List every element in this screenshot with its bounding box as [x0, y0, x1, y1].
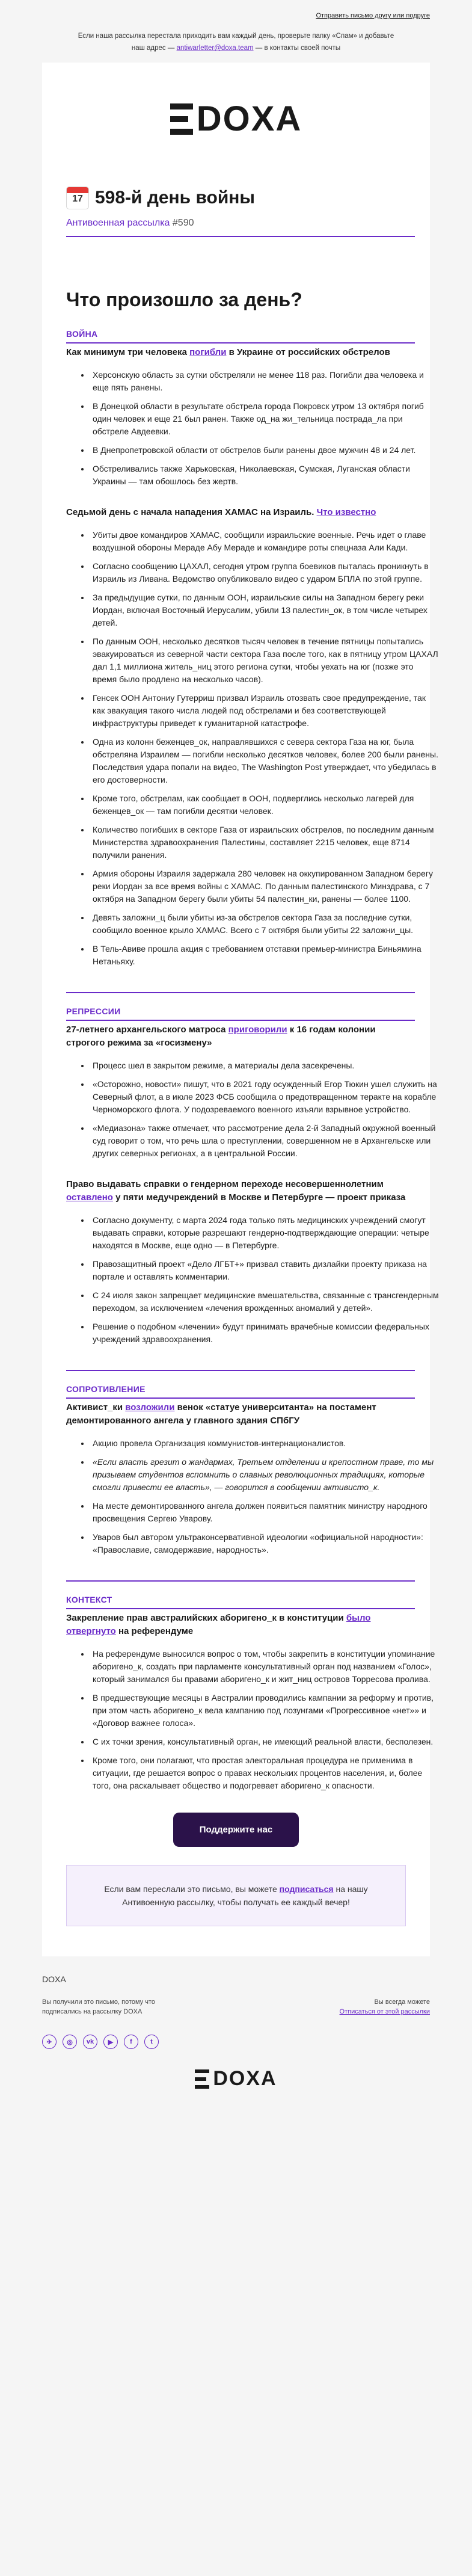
lead-text: Право выдавать справки о гендерном переходе несовершеннолетним: [66, 1179, 384, 1189]
lead-text: Как минимум три человека: [66, 347, 190, 357]
email-address-link[interactable]: antiwarletter@doxa.team: [176, 45, 254, 52]
subscribe-link[interactable]: подписаться: [279, 1884, 334, 1894]
list-item: • С 24 июля закон запрещает медицинские вмешательства, связанные с трансгендерным переходом, за исключением «лечения врожденных аномалий у детей».: [90, 1289, 439, 1314]
news-bullet-list: [66, 1059, 439, 1160]
vk-icon[interactable]: vk: [83, 2035, 97, 2049]
news-bullet-list: [66, 369, 439, 488]
unsubscribe-link[interactable]: Отписаться от этой рассылки: [339, 2008, 430, 2015]
list-item: • «Если власть грезит о жандармах, Третьем отделении и крепостном праве, то мы призываем студентов вспомнить о славных революционных традициях, которые смогли привести ее власть», — говорится в сообщении активисто_к.: [90, 1456, 439, 1494]
list-item: • На месте демонтированного ангела должен появиться памятник министру народного просвещения Сергею Уварову.: [90, 1500, 439, 1525]
list-item: • Согласно документу, с марта 2024 года только пять медицинских учреждений смогут выдавать справки, которые разрешают гендерно-подтверждающие операции: четыре находятся в Москве, еще одно — в Петербурге.: [90, 1214, 439, 1252]
list-item: • По данным ООН, несколько десятков тысяч человек в течение пятницы попытались эвакуироваться из северной части сектора Газа после того, как в пятницу утром ЦАХАЛ дал 1,1 миллиона житель_ниц этого региона сутки, чтобы уехать на юг (позже это время было продлено на несколько часов).: [90, 635, 439, 686]
pre-header: [0, 0, 472, 20]
lead-text: Закрепление прав австралийских аборигено_к в конституции: [66, 1613, 346, 1623]
list-item: • На референдуме выносился вопрос о том, чтобы закрепить в конституции упоминание аборигено_к, создать при парламенте консультативный орган под названием «Голос», который занимался бы правами аборигено_к и жит_ниц островов Торресова пролива.: [90, 1648, 439, 1686]
lead-text: на референдуме: [115, 1626, 194, 1636]
footer-row: [42, 1997, 430, 2017]
source-link[interactable]: было отвергнуто: [66, 1613, 371, 1636]
list-item: • Акцию провела Организация коммунистов-интернационалистов.: [90, 1437, 439, 1450]
news-lead: [66, 1401, 409, 1428]
list-item: • Обстреливались также Харьковская, Николаевская, Сумская, Луганская области Украины — там обошлось без жертв.: [90, 463, 439, 488]
lead-text: к 16 годам колонии строгого режима за «госизмену»: [66, 1025, 376, 1048]
section-heading: Что произошло за день?: [66, 289, 302, 310]
section-title: РЕПРЕССИИ: [66, 1006, 415, 1021]
spam-note: Если наша рассылка перестала приходить вам каждый день, проверьте папку «Спам» и добавьте наш адрес — antiwarletter@doxa.team — в контакты своей почты: [78, 32, 394, 52]
news-bullet-list: [66, 529, 439, 968]
list-item: • Количество погибших в секторе Газа от израильских обстрелов, по последним данным Министерства здравоохранения Палестины, составляет 2215 человек, еще 8714 получили ранения.: [90, 824, 439, 861]
source-link[interactable]: Что известно: [316, 507, 376, 517]
doxa-logo-mark-icon: [195, 2069, 209, 2089]
list-item: • Процесс шел в закрытом режиме, а материалы дела засекречены.: [90, 1059, 439, 1072]
calendar-icon: 17: [66, 186, 89, 209]
forward-to-friend-link[interactable]: Отправить письмо другу или подруге: [316, 12, 430, 19]
list-item: • Девять заложни_ц были убиты из-за обстрелов сектора Газа за последние сутки, сообщило военное крыло ХАМАС. Всего с 7 октября были убиты 22 заложни_цы.: [90, 911, 439, 937]
list-item: • Правозащитный проект «Дело ЛГБТ+» призвал ставить дизлайки проекту приказа на портале и оставлять комментарии.: [90, 1258, 439, 1283]
page-title: 17 598-й день войны: [66, 186, 406, 209]
list-item: • Генсек ООН Антониу Гутерриш призвал Израиль отозвать свое предупреждение, так как эвакуация такого числа людей под обстрелами и без соответствующей инфраструктуры приведет к гуманитарной катастрофе.: [90, 692, 439, 730]
news-lead: [66, 1178, 409, 1204]
news-sections: [66, 329, 439, 1792]
list-item: • Кроме того, они полагают, что простая электоральная процедура не применима в ситуации, где решается вопрос о правах нескольких процентов населения, и, более того, она раскалывает общество и подогревает аборигено_к опасности.: [90, 1754, 439, 1792]
news-bullet-list: [66, 1214, 439, 1346]
news-lead: [66, 506, 409, 519]
issue-subtitle: Антивоенная рассылка #590: [66, 218, 415, 237]
facebook-icon[interactable]: f: [124, 2035, 138, 2049]
support-area: [66, 1813, 406, 1847]
news-bullet-list: [66, 1648, 439, 1792]
lead-text: венок «статуе университанта» на постамент демонтированного ангела у главного здания СПбГУ: [66, 1402, 376, 1426]
section-divider: [66, 1580, 415, 1582]
footer-left: Вы получили это письмо, потому что подписались на рассылку DOXA: [42, 1998, 155, 2015]
list-item: • За предыдущие сутки, по данным ООН, израильские силы на Западном берегу реки Иордан, включая Восточный Иерусалим, убили 13 палестин_ок, в том числе четырех детей.: [90, 591, 439, 629]
footer-brand: DOXA: [42, 1974, 66, 1984]
source-link[interactable]: возложили: [125, 1402, 175, 1413]
logo-area: [66, 63, 406, 183]
list-item: • С их точки зрения, консультативный орган, не имеющий реальной власти, бесполезен.: [90, 1736, 439, 1748]
list-item: • В Донецкой области в результате обстрела города Покровск утром 13 октября погиб один человек и еще 21 был ранен. Также од_на жи_тельница пострада_ла при обстреле Авдеевки.: [90, 400, 439, 438]
twitter-icon[interactable]: t: [144, 2035, 159, 2049]
list-item: • Одна из колонн беженцев_ок, направлявшихся с севера сектора Газа на юг, была обстреляна Израилем — погибли несколько десятков человек, более 200 были ранены. Последствия удара попали на видео, The Washington Post утверждает, что убедилась в его достоверности.: [90, 736, 439, 786]
lead-text: в Украине от российских обстрелов: [226, 347, 390, 357]
list-item: • «Медиазона» также отмечает, что рассмотрение дела 2-й Западный окружной военный суд говорит о том, что речь шла о преступлении, совершенном не в Архангельске или других северных регионах, а в центральной России.: [90, 1122, 439, 1160]
subscribe-box: Если вам переслали это письмо, вы можете подписаться на нашу Антивоенную рассылку, чтобы получать ее каждый вечер!: [66, 1865, 406, 1926]
footer-logo-area: [42, 2067, 430, 2092]
doxa-logo-mark-icon: [170, 103, 193, 135]
list-item: • Кроме того, обстрелам, как сообщает в ООН, подверглись несколько лагерей для беженцев_ок — там погибли десятки человек.: [90, 792, 439, 818]
section-divider: [66, 992, 415, 993]
list-item: • Убиты двое командиров ХАМАС, сообщили израильские военные. Речь идет о главе воздушной обороны Мерадe Абу Мераде и командире роты спецназа Али Кади.: [90, 529, 439, 554]
support-button[interactable]: Поддержите нас: [173, 1813, 299, 1847]
section-title: СОПРОТИВЛЕНИЕ: [66, 1384, 415, 1399]
list-item: • Решение о подобном «лечении» будут принимать врачебные комиссии федеральных учреждений здравоохранения.: [90, 1320, 439, 1346]
list-item: • В Тель-Авиве прошла акция с требованием отставки премьер-министра Биньямина Нетаньяху.: [90, 943, 439, 968]
lead-text: у пяти медучреждений в Москве и Петербурге — проект приказа: [112, 1192, 406, 1203]
section-divider: [66, 1370, 415, 1371]
footer: [0, 1956, 472, 2116]
telegram-icon[interactable]: ✈: [42, 2035, 57, 2049]
news-bullet-list: [66, 1437, 439, 1556]
news-lead: [66, 1612, 409, 1638]
newsletter-card: [42, 63, 439, 1956]
news-lead: [66, 346, 409, 359]
doxa-logo[interactable]: DOXA: [170, 99, 302, 139]
source-link[interactable]: оставлено: [66, 1192, 113, 1203]
list-item: • В предшествующие месяцы в Австралии проводились кампании за реформу и против, при этом часть аборигено_к вела кампанию под лозунгами «Прогрессивное «нет»» и «Договор важнее голоса».: [90, 1692, 439, 1730]
list-item: • Армия обороны Израиля задержала 280 человек на оккупированном Западном берегу реки Иордан за все время войны с ХАМАС. По данным палестинского Минздрава, с 7 октября на Западном берегу были убиты 54 палестин_ки, ранены — более 1100.: [90, 867, 439, 905]
instagram-icon[interactable]: ◎: [63, 2035, 77, 2049]
list-item: • Херсонскую область за сутки обстреляли не менее 118 раз. Погибли два человека и еще пять ранены.: [90, 369, 439, 394]
list-item: • В Днепропетровской области от обстрелов были ранены двое мужчин 48 и 24 лет.: [90, 444, 439, 457]
list-item: • Согласно сообщению ЦАХАЛ, сегодня утром группа боевиков пыталась проникнуть в Израиль из Ливана. Ведомство опубликовало видео с ударом БПЛА по этой группе.: [90, 560, 439, 585]
list-item: • Уваров был автором ультраконсервативной идеологии «официальной народности»: «Православие, самодержавие, народность».: [90, 1531, 439, 1556]
section-title: ВОЙНА: [66, 329, 415, 344]
youtube-icon[interactable]: ▶: [103, 2035, 118, 2049]
news-lead: [66, 1023, 409, 1050]
section-title: КОНТЕКСТ: [66, 1595, 415, 1609]
social-links: [42, 2035, 430, 2049]
source-link[interactable]: погибли: [189, 347, 227, 357]
lead-text: Активист_ки: [66, 1402, 126, 1413]
footer-doxa-logo[interactable]: DOXA: [195, 2067, 277, 2091]
lead-text: 27-летнего архангельского матроса: [66, 1025, 228, 1035]
source-link[interactable]: приговорили: [228, 1025, 287, 1035]
list-item: • «Осторожно, новости» пишут, что в 2021 году осужденный Егор Тюкин ушел служить на Северный флот, а в июле 2023 ФСБ сообщила о предотвращенном теракте на корабле Черноморского флота. У подозреваемого военного изъяли взрывное устройство.: [90, 1078, 439, 1116]
lead-text: Седьмой день с начала нападения ХАМАС на Израиль.: [66, 507, 317, 517]
footer-right: Вы всегда можете Отписаться от этой рассылки: [339, 1998, 430, 2015]
